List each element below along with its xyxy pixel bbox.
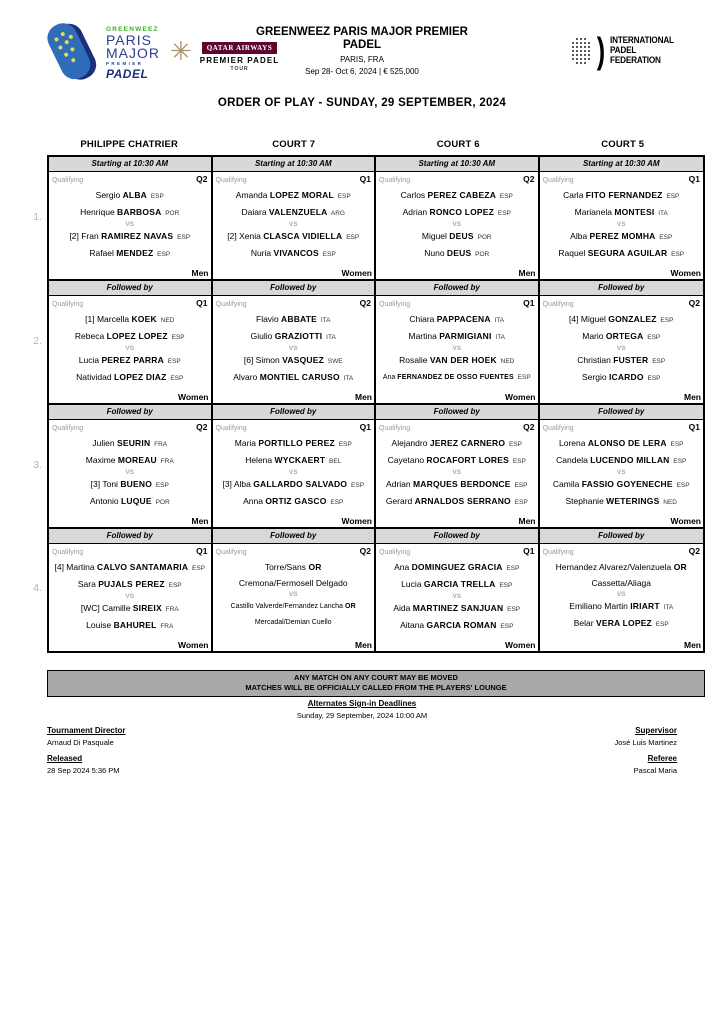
- court-column-header: PHILIPPE CHATRIER: [80, 139, 179, 150]
- premier-label: PREMIER: [106, 61, 144, 66]
- round-label: Qualifying: [215, 425, 247, 432]
- player-line: Flavio ABBATE ITA: [256, 314, 331, 324]
- court-headers: [47, 139, 705, 150]
- match-slot-header: Followed by: [540, 405, 704, 420]
- category-label: Men: [191, 516, 209, 526]
- player-line: Gerard ARNALDOS SERRANO ESP: [385, 495, 528, 506]
- category-label: Men: [684, 640, 701, 650]
- match-top: [379, 174, 535, 184]
- player-line: Giulio GRAZIOTTI ITA: [250, 330, 336, 341]
- match-cell: [213, 157, 377, 279]
- row-number: 3.: [33, 459, 42, 471]
- ipf-line3: FEDERATION: [609, 55, 661, 66]
- match-slot-header: Followed by: [213, 529, 375, 544]
- premier-padel-tour-label: PREMIER PADEL: [199, 56, 280, 65]
- player-line: Alejandro JEREZ CARNERO ESP: [391, 438, 522, 448]
- player-line: Rosalie VAN DER HOEK NED: [399, 355, 515, 365]
- order-of-play-title: ORDER OF PLAY - SUNDAY, 29 SEPTEMBER, 2024: [217, 97, 507, 109]
- match-top: [52, 546, 208, 556]
- player-line: Mercadal/Demian Cuello: [254, 618, 332, 626]
- table-row: [49, 157, 703, 281]
- row-number: 2.: [33, 335, 42, 347]
- match-slot-header: Starting at 10:30 AM: [213, 157, 375, 172]
- match-number: Q2: [523, 174, 535, 184]
- tournament-director-name: Arnaud Di Pasquale: [47, 738, 114, 747]
- round-label: Qualifying: [379, 301, 411, 308]
- player-line: Antonio LUQUE POR: [89, 495, 170, 506]
- match-body: [49, 172, 211, 279]
- round-label: Qualifying: [52, 549, 84, 556]
- event-title-line2: PADEL: [342, 39, 382, 51]
- category-label: Women: [670, 516, 701, 526]
- match-body: [376, 544, 538, 651]
- match-slot-header: Followed by: [540, 529, 704, 544]
- match-cell: [49, 529, 213, 651]
- player-line: Amanda LOPEZ MORAL ESP: [235, 190, 351, 200]
- schedule-table: [47, 155, 705, 653]
- player-line: Ana FERNANDEZ DE OSSO FUENTES ESP: [382, 373, 531, 381]
- player-line: Cassetta/Aliaga: [591, 577, 652, 588]
- teams: [216, 188, 372, 262]
- match-cell: [376, 405, 540, 527]
- match-number: Q1: [196, 298, 208, 308]
- vs-label: VS: [452, 593, 462, 600]
- match-cell: [49, 405, 213, 527]
- match-body: [49, 296, 211, 403]
- premier-padel-flower-icon: ✳: [170, 36, 192, 66]
- table-row: [49, 281, 703, 405]
- vs-label: VS: [452, 469, 462, 476]
- match-body: [540, 544, 704, 651]
- category-label: Women: [341, 516, 372, 526]
- player-line: Helena WYCKAERT BEL: [245, 454, 342, 465]
- round-label: Qualifying: [215, 301, 247, 308]
- match-cell: [376, 157, 540, 279]
- player-line: Louise BAHUREL FRA: [86, 619, 174, 630]
- player-line: [4] Martina CALVO SANTAMARIA ESP: [54, 562, 206, 572]
- match-slot-header: Followed by: [376, 281, 538, 296]
- teams: [379, 436, 535, 510]
- paris-label: PARIS: [106, 32, 152, 48]
- match-cell: [213, 405, 377, 527]
- category-label: Women: [177, 392, 209, 402]
- ipf-arc-icon: ): [596, 30, 605, 71]
- player-line: Rafael MENDEZ ESP: [89, 247, 171, 258]
- player-line: Marianela MONTESI ITA: [574, 206, 668, 217]
- player-line: Lucia PEREZ PARRA ESP: [78, 355, 181, 365]
- greenweez-label: GREENWEEZ: [106, 26, 159, 33]
- player-line: Lorena ALONSO DE LERA ESP: [559, 438, 684, 448]
- match-body: [213, 420, 375, 527]
- match-top: [216, 546, 372, 556]
- player-line: Castillo Valverde/Fernandez Lancha OR: [230, 603, 356, 610]
- match-body: [213, 544, 375, 651]
- row-number: 4.: [33, 582, 42, 594]
- teams: [379, 312, 535, 385]
- vs-label: VS: [288, 221, 298, 228]
- match-top: [379, 422, 535, 432]
- footer-right: [614, 726, 677, 775]
- match-number: Q2: [196, 422, 208, 432]
- match-top: [543, 298, 701, 308]
- vs-label: VS: [125, 345, 135, 352]
- player-line: Lucia GARCIA TRELLA ESP: [401, 578, 513, 589]
- category-label: Men: [355, 640, 372, 650]
- player-line: Miguel DEUS POR: [421, 231, 492, 241]
- teams: [379, 188, 535, 262]
- ipf-logo: [570, 30, 684, 71]
- player-line: [3] Toni BUENO ESP: [90, 479, 169, 489]
- match-top: [543, 422, 701, 432]
- match-slot-header: Followed by: [213, 281, 375, 296]
- player-line: [2] Xenia CLASCA VIDIELLA ESP: [227, 231, 360, 241]
- teams: [216, 312, 372, 386]
- teams: [543, 436, 701, 510]
- match-body: [213, 172, 375, 279]
- category-label: Men: [518, 516, 536, 526]
- match-slot-header: Followed by: [376, 529, 538, 544]
- player-line: Mario ORTEGA ESP: [582, 330, 661, 341]
- category-label: Women: [177, 640, 209, 650]
- player-line: Raquel SEGURA AGUILAR ESP: [558, 247, 685, 258]
- notice-line2: MATCHES WILL BE OFFICIALLY CALLED FROM THE PLAYERS' LOUNGE: [245, 683, 507, 692]
- player-line: Carlos PEREZ CABEZA ESP: [400, 190, 513, 200]
- round-label: Qualifying: [542, 425, 574, 432]
- match-number: Q2: [359, 298, 371, 308]
- teams: [543, 188, 701, 262]
- table-row: [49, 529, 703, 651]
- match-top: [52, 298, 208, 308]
- vs-label: VS: [125, 469, 135, 476]
- player-line: Maria PORTILLO PEREZ ESP: [234, 438, 352, 448]
- match-number: Q2: [688, 298, 700, 308]
- match-number: Q1: [688, 422, 700, 432]
- player-line: Sergio ICARDO ESP: [582, 371, 661, 382]
- match-top: [216, 174, 372, 184]
- padel-label: PADEL: [106, 67, 149, 81]
- player-line: Julien SEURIN FRA: [92, 438, 168, 448]
- player-line: Natividad LOPEZ DIAZ ESP: [76, 371, 184, 382]
- category-label: Men: [684, 392, 701, 402]
- player-line: [1] Marcella KOEK NED: [85, 314, 175, 324]
- vs-label: VS: [288, 345, 298, 352]
- player-line: Ana DOMINGUEZ GRACIA ESP: [394, 562, 520, 572]
- vs-label: VS: [452, 345, 462, 352]
- player-line: Alba PEREZ MOMHA ESP: [570, 231, 673, 241]
- player-line: Martina PARMIGIANI ITA: [408, 330, 506, 341]
- footer-left: [47, 726, 126, 775]
- player-line: Anna ORTIZ GASCO ESP: [243, 495, 344, 506]
- match-number: Q1: [523, 546, 535, 556]
- match-top: [216, 422, 372, 432]
- player-line: Nuria VIVANCOS ESP: [250, 247, 336, 258]
- match-slot-header: Followed by: [540, 281, 704, 296]
- match-number: Q2: [523, 422, 535, 432]
- player-line: Nuno DEUS POR: [424, 247, 490, 258]
- match-top: [52, 174, 208, 184]
- match-number: Q1: [523, 298, 535, 308]
- round-label: Qualifying: [379, 549, 411, 556]
- match-number: Q1: [359, 174, 371, 184]
- match-body: [49, 420, 211, 527]
- ipf-line2: PADEL: [609, 45, 636, 56]
- player-line: Sara PUJALS PEREZ ESP: [77, 578, 182, 589]
- player-line: [2] Fran RAMIREZ NAVAS ESP: [69, 231, 191, 241]
- player-line: Aitana GARCIA ROMAN ESP: [400, 619, 514, 630]
- player-line: Cremona/Fermosell Delgado: [238, 577, 348, 588]
- round-label: Qualifying: [542, 301, 574, 308]
- match-cell: [376, 529, 540, 651]
- notice-line1: ANY MATCH ON ANY COURT MAY BE MOVED: [294, 673, 458, 682]
- match-body: [376, 172, 538, 279]
- category-label: Women: [504, 640, 536, 650]
- qatar-airways-label: QATAR AIRWAYS: [202, 42, 278, 54]
- referee-label: Referee: [647, 754, 677, 763]
- player-line: Daiara VALENZUELA ARG: [241, 206, 345, 217]
- match-body: [376, 420, 538, 527]
- player-line: Aida MARTINEZ SANJUAN ESP: [393, 603, 521, 613]
- player-line: Chiara PAPPACENA ITA: [409, 314, 505, 324]
- teams: [216, 560, 372, 630]
- table-row: [49, 405, 703, 529]
- match-top: [543, 546, 701, 556]
- match-body: [213, 296, 375, 403]
- vs-label: VS: [125, 221, 135, 228]
- round-label: Qualifying: [215, 177, 247, 184]
- match-body: [540, 420, 704, 527]
- match-body: [540, 172, 704, 279]
- supervisor-label: Supervisor: [635, 726, 677, 735]
- teams: [52, 312, 208, 386]
- released-timestamp: 28 Sep 2024 5:36 PM: [47, 766, 120, 775]
- referee-name: Pascal Maria: [633, 766, 677, 775]
- event-location: PARIS, FRA: [340, 55, 384, 64]
- match-body: [49, 544, 211, 651]
- teams: [379, 560, 535, 634]
- player-line: Torre/Sans OR: [264, 562, 322, 572]
- match-top: [379, 298, 535, 308]
- ipf-ball-icon: [570, 36, 592, 66]
- teams: [543, 560, 701, 632]
- event-dates-prize: Sep 28- Oct 6, 2024 | € 525,000: [305, 67, 419, 76]
- teams: [216, 436, 372, 510]
- alternates-title: Alternates Sign-in Deadlines: [307, 699, 417, 708]
- match-number: Q1: [688, 174, 700, 184]
- row-number: 1.: [33, 211, 42, 223]
- teams: [52, 560, 208, 634]
- vs-label: VS: [616, 591, 626, 598]
- vs-label: VS: [288, 469, 298, 476]
- match-slot-header: Followed by: [49, 281, 211, 296]
- player-line: Alvaro MONTIEL CARUSO ITA: [233, 371, 354, 382]
- match-slot-header: Followed by: [49, 529, 211, 544]
- category-label: Men: [355, 392, 372, 402]
- match-top: [216, 298, 372, 308]
- player-line: Candela LUCENDO MILLAN ESP: [556, 454, 687, 465]
- player-line: Stephanie WETERINGS NED: [565, 495, 677, 506]
- match-top: [52, 422, 208, 432]
- category-label: Men: [191, 268, 209, 278]
- player-line: [4] Miguel GONZALEZ ESP: [569, 314, 674, 324]
- teams: [52, 188, 208, 262]
- ipf-wordmark: [610, 36, 674, 66]
- match-number: Q1: [196, 546, 208, 556]
- match-slot-header: Followed by: [213, 405, 375, 420]
- event-title-line1: GREENWEEZ PARIS MAJOR PREMIER: [256, 26, 468, 38]
- paris-major-racket-logo: [44, 20, 100, 86]
- ipf-line1: INTERNATIONAL: [609, 35, 674, 46]
- match-number: Q2: [359, 546, 371, 556]
- match-body: [540, 296, 704, 403]
- vs-label: VS: [288, 591, 298, 598]
- alternates-block: [0, 699, 724, 720]
- supervisor-name: José Luis Martinez: [614, 738, 677, 747]
- match-cell: [540, 157, 704, 279]
- court-column-header: COURT 6: [436, 139, 480, 150]
- tournament-director-label: Tournament Director: [47, 726, 126, 735]
- category-label: Women: [504, 392, 536, 402]
- paris-major-wordmark: [106, 26, 160, 81]
- match-cell: [376, 281, 540, 403]
- major-label: MAJOR: [106, 44, 160, 61]
- player-line: Adrian RONCO LOPEZ ESP: [402, 206, 511, 217]
- player-line: Camila FASSIO GOYENECHE ESP: [552, 479, 690, 489]
- player-line: Henrique BARBOSA POR: [80, 206, 180, 217]
- match-slot-header: Starting at 10:30 AM: [540, 157, 704, 172]
- match-cell: [213, 529, 377, 651]
- player-line: Belar VERA LOPEZ ESP: [573, 617, 669, 628]
- player-line: Rebeca LOPEZ LOPEZ ESP: [74, 330, 185, 341]
- event-title-block: [222, 26, 502, 76]
- player-line: Cayetano ROCAFORT LORES ESP: [387, 454, 526, 465]
- player-line: [WC] Camille SIREIX FRA: [80, 603, 179, 613]
- match-cell: [540, 281, 704, 403]
- match-slot-header: Starting at 10:30 AM: [49, 157, 211, 172]
- match-cell: [540, 405, 704, 527]
- match-cell: [49, 281, 213, 403]
- round-label: Qualifying: [542, 177, 574, 184]
- match-body: [376, 296, 538, 403]
- released-label: Released: [47, 754, 83, 763]
- match-number: Q1: [359, 422, 371, 432]
- match-number: Q2: [196, 174, 208, 184]
- vs-label: VS: [616, 469, 626, 476]
- player-line: Christian FUSTER ESP: [577, 355, 666, 365]
- player-line: [3] Alba GALLARDO SALVADO ESP: [222, 479, 365, 489]
- player-line: Sergio ALBA ESP: [95, 190, 164, 200]
- match-cell: [213, 281, 377, 403]
- vs-label: VS: [616, 345, 626, 352]
- vs-label: VS: [125, 593, 135, 600]
- court-column-header: COURT 5: [601, 139, 645, 150]
- player-line: Carla FITO FERNANDEZ ESP: [563, 190, 680, 200]
- category-label: Men: [518, 268, 536, 278]
- round-label: Qualifying: [52, 301, 84, 308]
- player-line: Adrian MARQUES BERDONCE ESP: [386, 479, 528, 489]
- vs-label: VS: [616, 221, 626, 228]
- alternates-deadline: Sunday, 29 September, 2024 10:00 AM: [296, 711, 428, 720]
- notice-banner: [47, 670, 705, 697]
- player-line: [6] Simon VASQUEZ SWE: [243, 355, 343, 365]
- category-label: Women: [341, 268, 372, 278]
- match-cell: [49, 157, 213, 279]
- match-slot-header: Followed by: [49, 405, 211, 420]
- player-line: Maxime MOREAU FRA: [85, 454, 174, 465]
- match-top: [543, 174, 701, 184]
- round-label: Qualifying: [52, 177, 84, 184]
- player-line: Emiliano Martin IRIART ITA: [569, 601, 674, 611]
- match-slot-header: Followed by: [376, 405, 538, 420]
- match-number: Q2: [688, 546, 700, 556]
- teams: [52, 436, 208, 510]
- teams: [543, 312, 701, 386]
- category-label: Women: [670, 268, 701, 278]
- player-line: Hernandez Alvarez/Valenzuela OR: [555, 562, 687, 572]
- match-top: [379, 546, 535, 556]
- round-label: Qualifying: [52, 425, 84, 432]
- match-slot-header: Starting at 10:30 AM: [376, 157, 538, 172]
- match-cell: [540, 529, 704, 651]
- round-label: Qualifying: [542, 549, 574, 556]
- round-label: Qualifying: [215, 549, 247, 556]
- round-label: Qualifying: [379, 177, 411, 184]
- court-column-header: COURT 7: [272, 139, 316, 150]
- tour-label: TOUR: [230, 66, 249, 72]
- round-label: Qualifying: [379, 425, 411, 432]
- vs-label: VS: [452, 221, 462, 228]
